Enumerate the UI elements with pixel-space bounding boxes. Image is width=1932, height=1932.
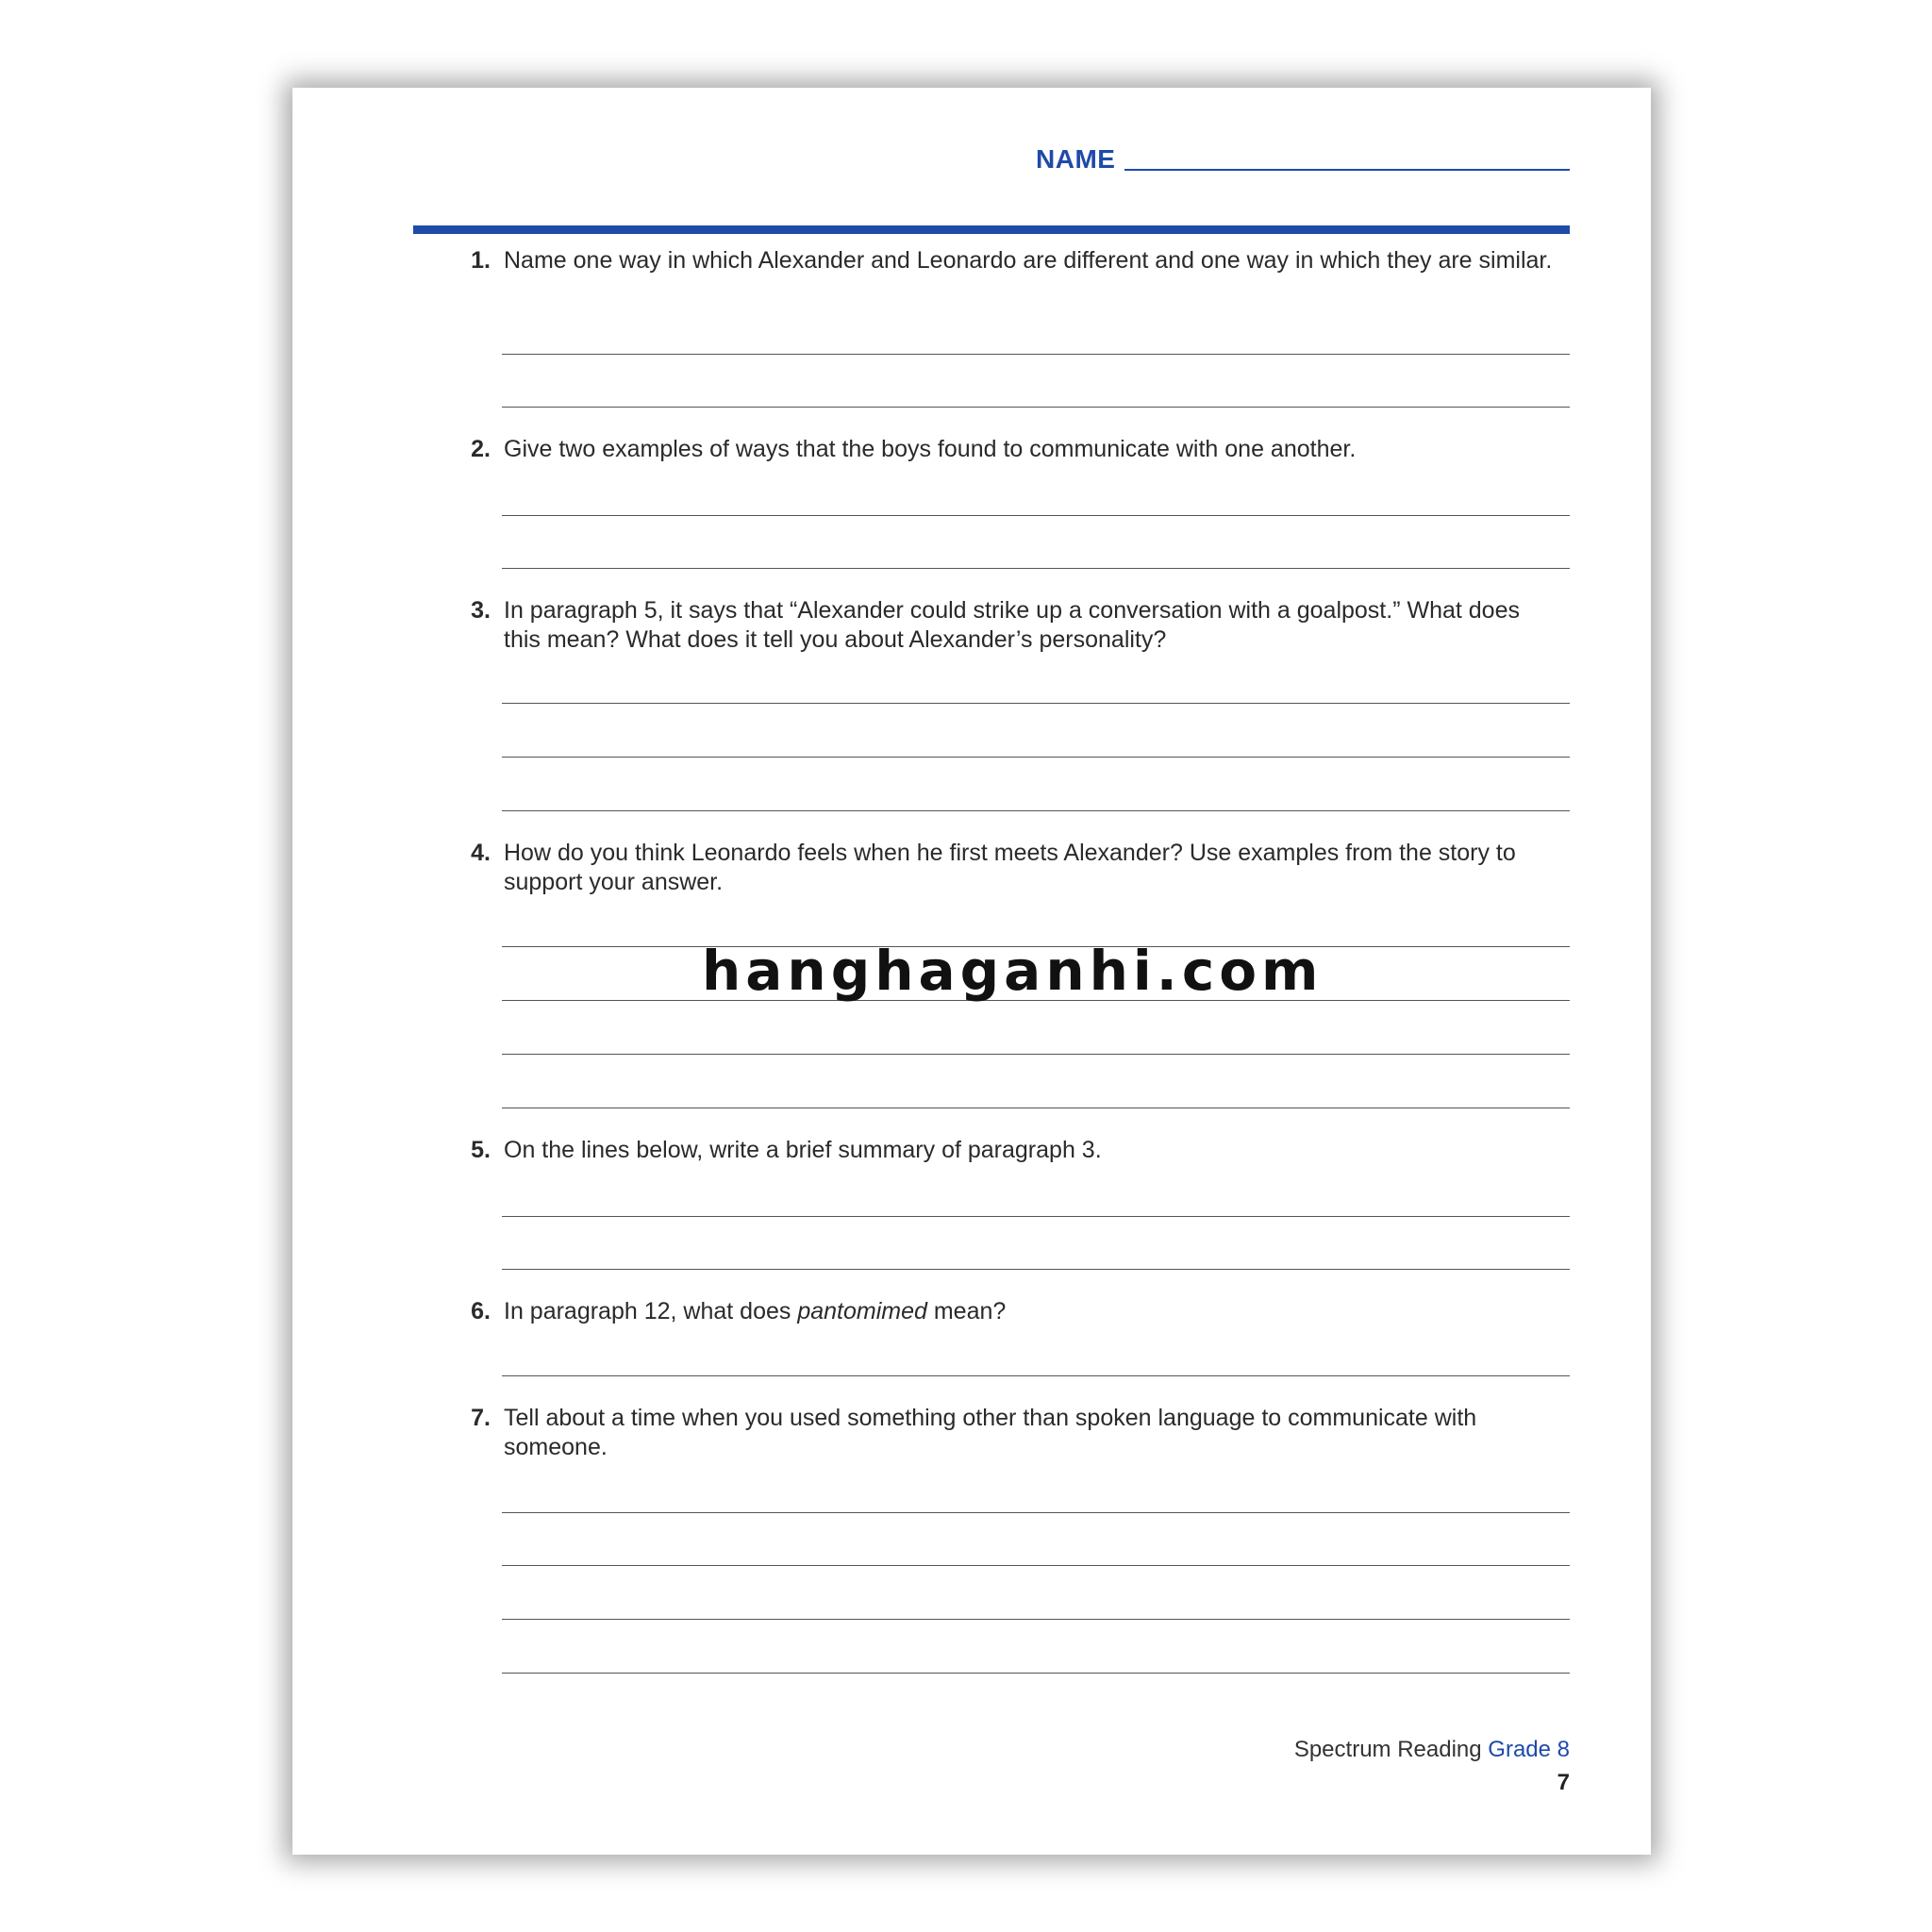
answer-line[interactable] xyxy=(502,1619,1570,1620)
question-text xyxy=(504,1297,1560,1326)
question-number: 4. xyxy=(471,840,491,866)
answer-line[interactable] xyxy=(502,1673,1570,1674)
question-number: 7. xyxy=(471,1405,491,1431)
footer-grade: Grade 8 xyxy=(1488,1737,1570,1762)
question-text-end: mean? xyxy=(926,1298,1007,1324)
footer-series: Spectrum Reading xyxy=(1293,1737,1489,1762)
question-term: pantomimed xyxy=(797,1298,927,1324)
question-text: Give two examples of ways that the boys found to communicate with one another. xyxy=(504,436,1357,462)
answer-line[interactable] xyxy=(502,1512,1570,1513)
answer-line[interactable] xyxy=(502,1565,1570,1566)
answer-line[interactable] xyxy=(502,1269,1570,1270)
answer-line[interactable] xyxy=(502,1054,1570,1055)
header-rule xyxy=(413,225,1570,234)
question-text: Tell about a time when you used something other than spoken language to communicate with someone. xyxy=(504,1405,1477,1460)
answer-line[interactable] xyxy=(502,354,1570,355)
footer-brand xyxy=(1294,1737,1570,1763)
question-text: In paragraph 5, it says that “Alexander could strike up a conversation with a goalpost.” What does this mean? What does it tell you about Alexander’s personality? xyxy=(504,597,1520,653)
watermark: hanghaganhi.com xyxy=(702,939,1324,1003)
question-text: On the lines below, write a brief summary of paragraph 3. xyxy=(504,1137,1102,1163)
answer-line[interactable] xyxy=(502,407,1570,408)
question-number: 3. xyxy=(471,597,491,624)
name-write-line[interactable] xyxy=(1124,169,1570,171)
answer-line[interactable] xyxy=(502,1216,1570,1217)
name-field xyxy=(1036,144,1570,175)
answer-line[interactable] xyxy=(502,703,1570,704)
question-number: 6. xyxy=(471,1298,491,1324)
answer-line[interactable] xyxy=(502,1375,1570,1376)
question-text: How do you think Leonardo feels when he first meets Alexander? Use examples from the story to support your answer. xyxy=(504,840,1516,895)
question-text-start: In paragraph 12, what does xyxy=(504,1298,798,1324)
name-label: NAME xyxy=(1036,144,1116,174)
answer-line[interactable] xyxy=(502,757,1570,758)
question-number: 2. xyxy=(471,436,491,462)
question-number: 1. xyxy=(471,247,491,274)
answer-line[interactable] xyxy=(502,568,1570,569)
question-number: 5. xyxy=(471,1137,491,1163)
answer-line[interactable] xyxy=(502,810,1570,811)
answer-line[interactable] xyxy=(502,515,1570,516)
question-text: Name one way in which Alexander and Leonardo are different and one way in which they are similar. xyxy=(504,247,1553,274)
page-number: 7 xyxy=(1557,1770,1570,1795)
